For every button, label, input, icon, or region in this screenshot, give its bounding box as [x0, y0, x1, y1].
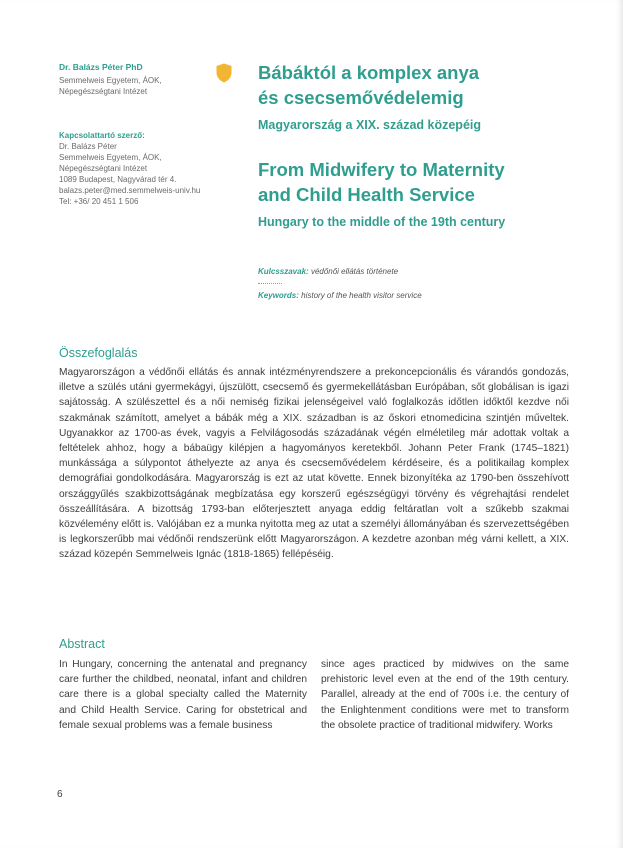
contact-email: balazs.peter@med.semmelweis-univ.hu: [59, 186, 201, 195]
title-en: [258, 157, 588, 207]
contact-line: Dr. Balázs Péter: [59, 142, 117, 151]
abstract-column-1: In Hungary, concerning the antenatal and pregnancy care further the childbed, neonatal, infant and children care there is a global specialty called the Maternity and Child Health Service. Caring for obstetrical and female sexual problems was a female business: [59, 659, 307, 731]
shield-icon: [216, 63, 232, 83]
summary-text: Magyarországon a védőnői ellátás és annak intézményrendszere a prekoncepcionális és várandós gondozás, illetve a szülés utáni gyermekágyi, újszülött, csecsemő és gyermekellátásban Európában, sőt globálisan is igazi sajátosság. A szülészettel és a női nemiség fizikai jelenségeivel való foglalkozás időtlen időktől kezdve női szakmának számított, amelyet a bábák még a XIX. században is az őskori etnomedicina szintjén műveltek. Ugyanakkor az 1700-as évek, vagyis a Felvilágosodás századának végén elméletileg már adottak voltak a feltételek ahhoz, hogy a bábaügy kilépjen a hagyományos keretekből. Johann Peter Frank (1745–1821) munkássága a súlypontot áthelyezte az anya és csecsemővédelem kérdéseire, és a politikailag komplex demográfiai gondolkodására. Magyarország is ezt az utat követte. Ennek bizonyítéka az 1790-ben összehívott országgyűlés szakbizottságának megbízatása egy korszerű egészségügyi törvény és végrehajtási rendelet összeállítására. A bizottság 1793-ban előterjesztett anyaga eddig feltáratlan volt a szűkebb szakmai közvélemény előtt is. Valójában ez a munka nyitotta meg az utat a személyi állományában és szervezettségében is legkorszerűbb mai védőnői rendszerünk előtt Magyarországon. A kezdetre azonban még várni kellett, a XIX. század közepén Semmelweis Ignác (1818-1865) fellépéséig.: [59, 367, 569, 561]
keywords-en: [258, 290, 588, 301]
contact-line: Népegészségtani Intézet: [59, 164, 148, 173]
title-en-line: From Midwifery to Maternity: [258, 159, 505, 180]
title-block: [258, 60, 588, 230]
title-hu: [258, 60, 588, 110]
title-en-line: and Child Health Service: [258, 184, 475, 205]
abstract-heading: Abstract: [59, 637, 105, 651]
keywords-en-text: history of the health visitor service: [301, 291, 422, 300]
keywords-hu: [258, 266, 588, 277]
title-hu-line: Bábáktól a komplex anya: [258, 62, 480, 83]
keywords-hu-label: Kulcsszavak:: [258, 267, 309, 276]
keywords-block: [258, 266, 588, 301]
keywords-divider: [258, 283, 282, 284]
contact-phone: Tel: +36/ 20 451 1 506: [59, 197, 139, 206]
title-hu-line: és csecsemővédelemig: [258, 87, 464, 108]
page-number: 6: [57, 789, 63, 800]
author-block: [59, 62, 249, 207]
summary-heading: Összefoglalás: [59, 346, 138, 360]
author-affiliation-line: Semmelweis Egyetem, ÁOK,: [59, 76, 162, 85]
keywords-hu-text: védőnői ellátás története: [310, 267, 399, 276]
subtitle-hu: Magyarország a XIX. század közepéig: [258, 118, 481, 132]
keywords-en-label: Keywords:: [258, 291, 299, 300]
author-name: Dr. Balázs Péter PhD: [59, 62, 143, 72]
subtitle-en: Hungary to the middle of the 19th century: [258, 215, 506, 229]
contact-line: 1089 Budapest, Nagyvárad tér 4.: [59, 175, 177, 184]
abstract-column-2: since ages practiced by midwives on the same prehistoric level even at the end of the 19th century. Parallel, already at the end of 700s i.e. the century of the Enlightenment conditions were met to transform the obsolete practice of traditional midwifery. Works: [321, 659, 569, 731]
contact-line: Semmelweis Egyetem, ÁOK,: [59, 153, 162, 162]
author-affiliation-line: Népegészségtani Intézet: [59, 87, 148, 96]
contact-heading: Kapcsolattartó szerző:: [59, 131, 145, 140]
